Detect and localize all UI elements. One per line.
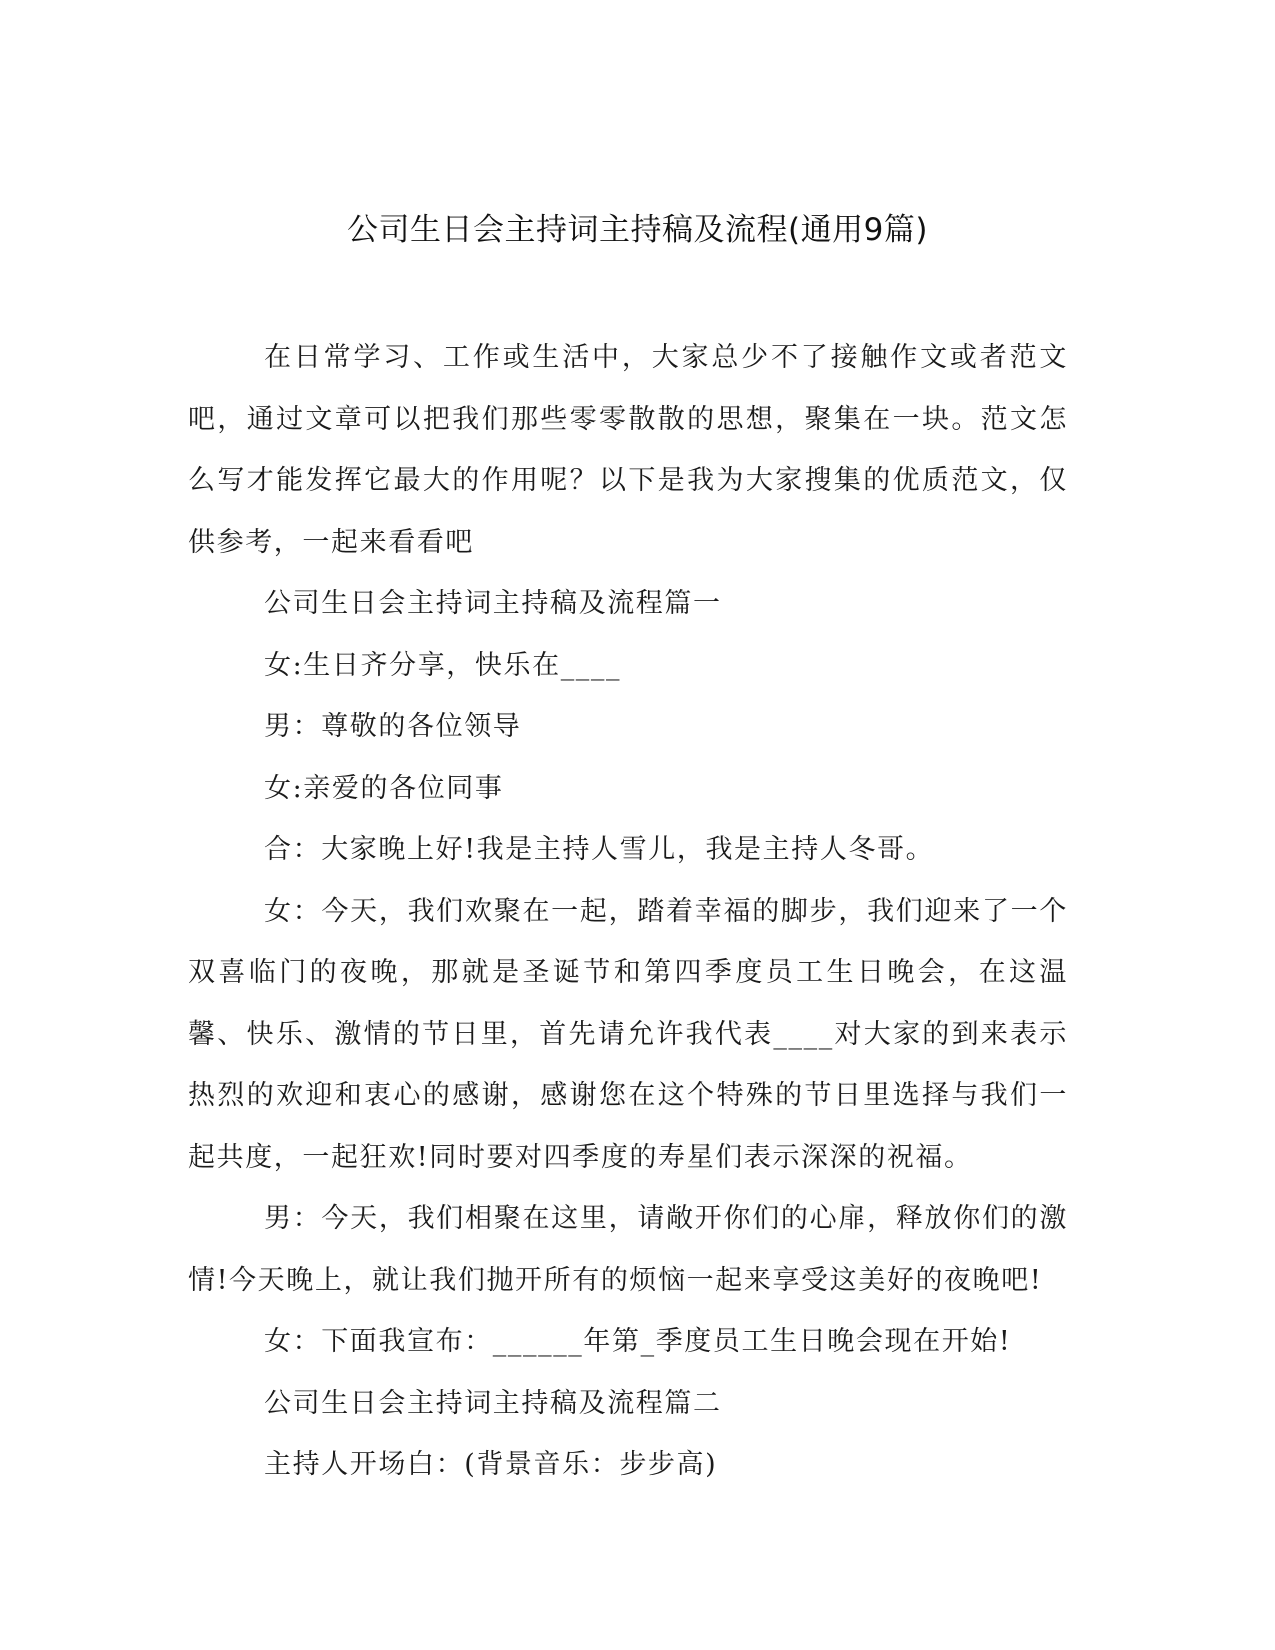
script-line: 合：大家晚上好!我是主持人雪儿，我是主持人冬哥。 bbox=[264, 834, 935, 865]
script-line: 男：尊敬的各位领导 bbox=[264, 711, 522, 742]
section-heading-1: 公司生日会主持词主持稿及流程篇一 bbox=[264, 588, 722, 619]
section-heading-2: 公司生日会主持词主持稿及流程篇二 bbox=[264, 1387, 722, 1419]
intro-paragraph: 在日常学习、工作或生活中，大家总少不了接触作文或者范文吧，通过文章可以把我们那些零零散散的思想，聚集在一块。范文怎么写才能发挥它最大的作用呢？以下是我为大家搜集的优质范文，仅供参考，一起来看看吧 bbox=[188, 342, 1068, 558]
script-line: 女:亲爱的各位同事 bbox=[264, 772, 504, 804]
script-line: 女：下面我宣布：______年第_季度员工生日晚会现在开始! bbox=[264, 1326, 1012, 1357]
script-line: 女:生日齐分享，快乐在____ bbox=[264, 649, 622, 681]
script-paragraph: 男：今天，我们相聚在这里，请敞开你们的心扉，释放你们的激情!今天晚上，就让我们抛开所有的烦恼一起来享受这美好的夜晚吧! bbox=[188, 1203, 1068, 1296]
document-body bbox=[188, 327, 1068, 1496]
script-paragraph: 女：今天，我们欢聚在一起，踏着幸福的脚步，我们迎来了一个双喜临门的夜晚，那就是圣诞节和第四季度员工生日晚会，在这温馨、快乐、激情的节日里，首先请允许我代表____对大家的到来表示热烈的欢迎和衷心的感谢，感谢您在这个特殊的节日里选择与我们一起共度，一起狂欢!同时要对四季度的寿星们表示深深的祝福。 bbox=[188, 895, 1068, 1173]
document-title: 公司生日会主持词主持稿及流程(通用9篇) bbox=[347, 212, 928, 248]
script-line: 主持人开场白：(背景音乐：步步高) bbox=[264, 1449, 718, 1480]
